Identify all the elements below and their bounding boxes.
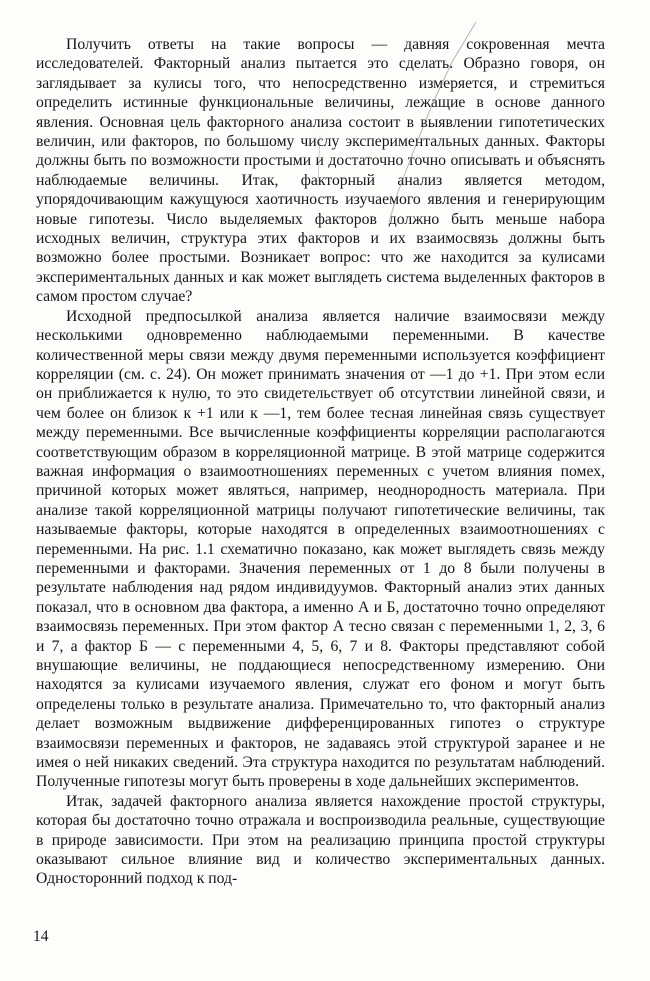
paragraph-1: Получить ответы на такие вопросы — давняя сокровенная мечта исследователей. Факторный анализ пытается это сделать. Образно говоря, он заглядывает за кулисы того, что непосредственно измеряется, и стремиться определить истинные функциональные величины, лежащие в основе данного явления. Основная цель факторного анализа состоит в выявлении гипотетических величин, или факторов, по большому числу экспериментальных данных. Факторы должны быть по возможности простыми и достаточно точно описывать и объяснять наблюдаемые величины. Итак, факторный анализ является методом, упорядочивающим кажущуюся хаотичность изучаемого явления и генерирующим новые гипотезы. Число выделяемых факторов должно быть меньше набора исходных величин, структура этих факторов и их взаимосвязь должны быть возможно более простыми. Возникает вопрос: что же находится за кулисами экспериментальных данных и как может выглядеть система выделенных факторов в самом простом случае? [36,36,605,306]
paragraph-2: Исходной предпосылкой анализа является наличие взаимосвязи между несколькими одновременно наблюдаемыми переменными. В качестве количественной меры связи между двумя переменными используется коэффициент корреляции (см. с. 24). Он может принимать значения от —1 до +1. При этом если он приближается к нулю, то это свидетельствует об отсутствии линейной связи, и чем более он близок к +1 или к —1, тем более тесная линейная связь существует между переменными. Все вычисленные коэффициенты корреляции располагаются соответствующим образом в корреляционной матрице. В этой матрице содержится важная информация о взаимоотношениях переменных с учетом влияния помех, причиной которых может являться, например, неоднородность материала. При анализе такой корреляционной матрицы получают гипотетические величины, так называемые факторы, которые находятся в определенных взаимоотношениях с переменными. На рис. 1.1 схематично показано, как может выглядеть связь между переменными и факторами. Значения переменных от 1 до 8 были получены в результате наблюдения над рядом индивидуумов. Факторный анализ этих данных показал, что в основном два фактора, а именно А и Б, достаточно точно определяют взаимосвязь переменных. При этом фактор А тесно связан с переменными 1, 2, 3, 6 и 7, а фактор Б — с переменными 4, 5, 6, 7 и 8. Факторы представляют собой внушающие величины, не поддающиеся непосредственному измерению. Они находятся за кулисами изучаемого явления, служат его фоном и могут быть определены только в результате анализа. Примечательно то, что факторный анализ делает возможным выдвижение дифференцированных гипотез о структуре взаимосвязи переменных и факторов, не задаваясь этой структурой заранее и не имея о ней никаких сведений. Эта структура находится по результатам наблюдений. Полученные гипотезы могут быть проверены в ходе дальнейших экспериментов. [36,307,605,791]
body-text [36,35,605,889]
paragraph-3: Итак, задачей факторного анализа является нахождение простой структуры, которая бы достаточно точно отражала и воспроизводила реальные, существующие в природе зависимости. При этом на реализацию принципа простой структуры оказывают сильное влияние вид и количество экспериментальных данных. Односторонний подход к под- [36,792,605,888]
page-number: 14 [33,928,49,945]
